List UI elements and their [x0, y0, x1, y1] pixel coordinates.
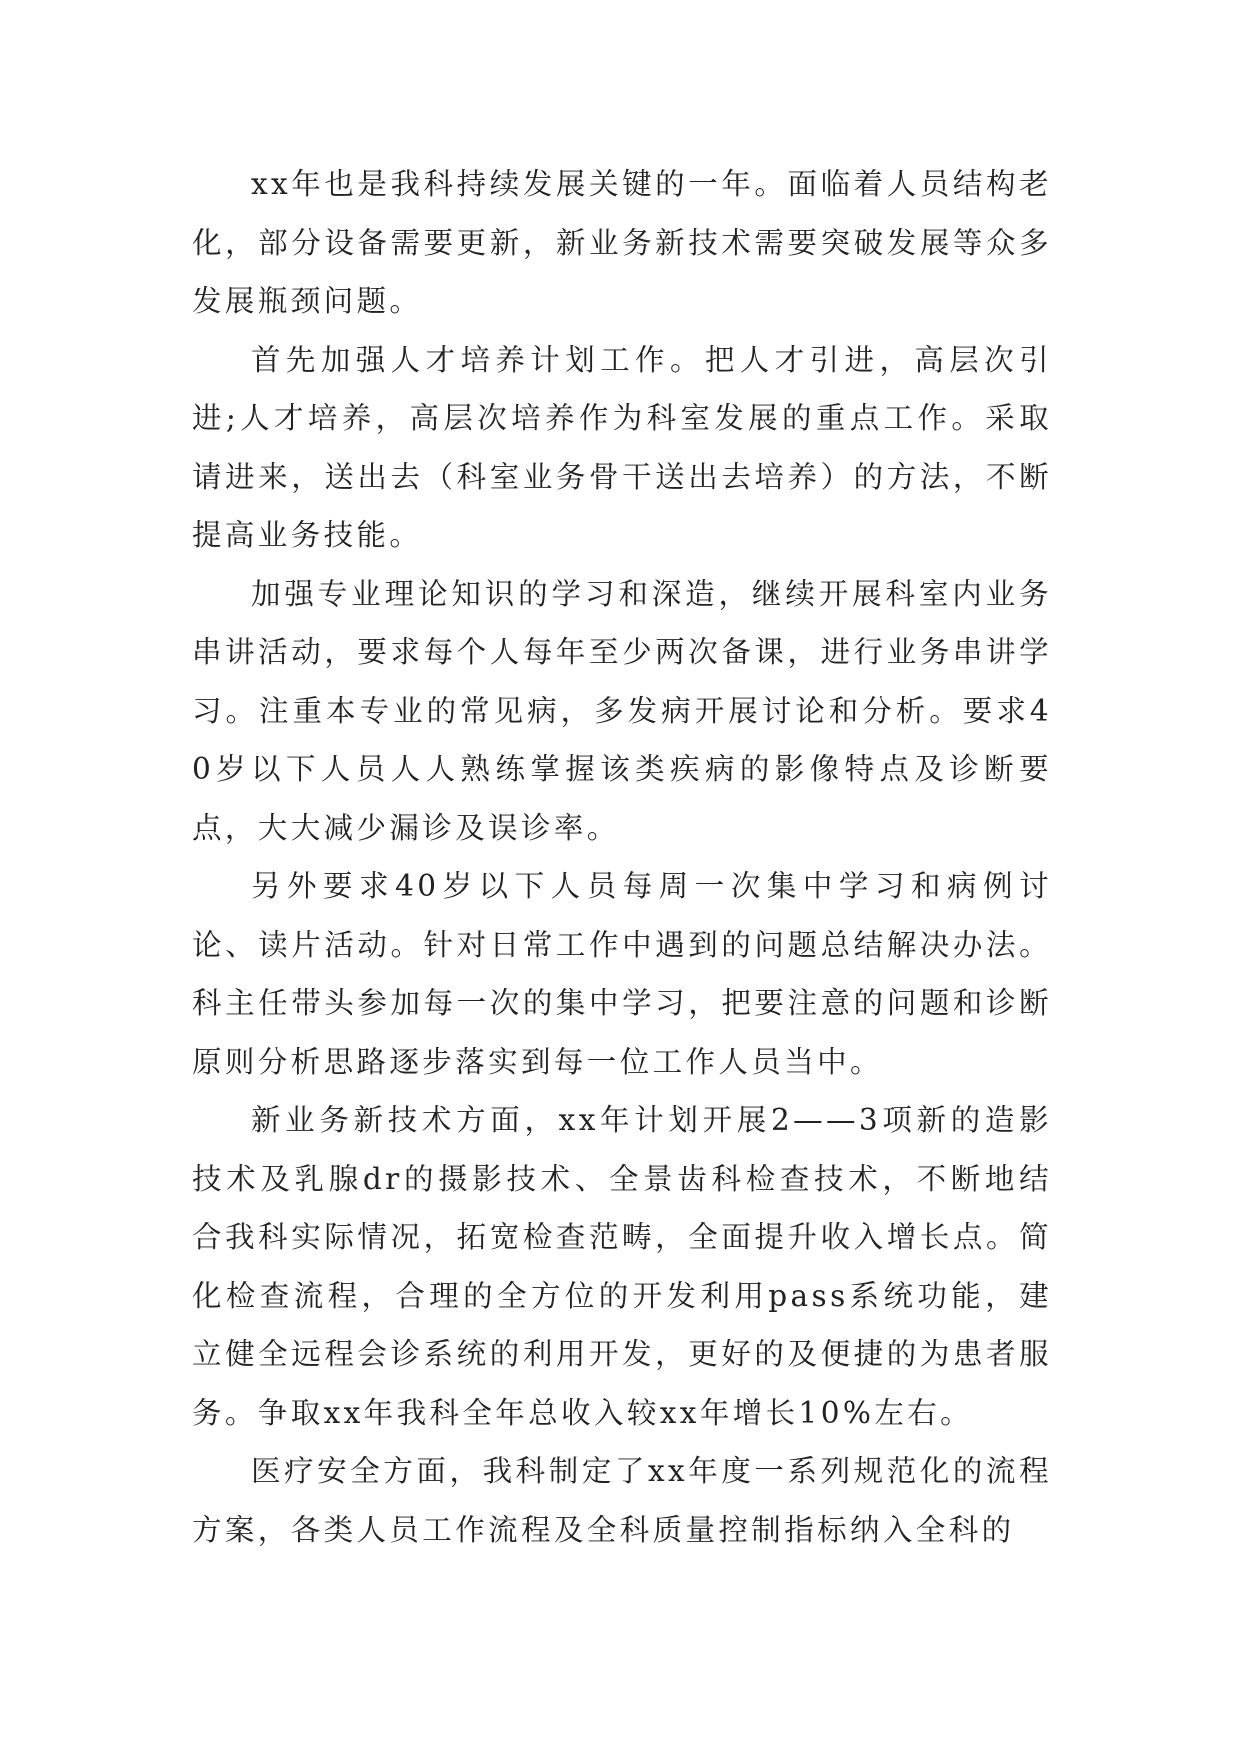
paragraph-4: 另外要求40岁以下人员每周一次集中学习和病例讨论、读片活动。针对日常工作中遇到的问题总结解决办法。科主任带头参加每一次的集中学习，把要注意的问题和诊断原则分析思路逐步落实到每一位工作人员当中。 — [192, 869, 1052, 1079]
document-body — [192, 155, 1052, 1559]
paragraph-5: 新业务新技术方面，xx年计划开展2——3项新的造影技术及乳腺dr的摄影技术、全景齿科检查技术，不断地结合我科实际情况，拓宽检查范畴，全面提升收入增长点。简化检查流程，合理的全方位的开发利用pass系统功能，建立健全远程会诊系统的利用开发，更好的及便捷的为患者服务。争取xx年我科全年总收入较xx年增长10%左右。 — [192, 1103, 1052, 1430]
paragraph-1: xx年也是我科持续发展关键的一年。面临着人员结构老化，部分设备需要更新，新业务新技术需要突破发展等众多发展瓶颈问题。 — [192, 167, 1052, 318]
paragraph-3: 加强专业理论知识的学习和深造，继续开展科室内业务串讲活动，要求每个人每年至少两次备课，进行业务串讲学习。注重本专业的常见病，多发病开展讨论和分析。要求40岁以下人员人人熟练掌握该类疾病的影像特点及诊断要点，大大减少漏诊及误诊率。 — [192, 576, 1052, 845]
paragraph-6: 医疗安全方面，我科制定了xx年度一系列规范化的流程方案，各类人员工作流程及全科质量控制指标纳入全科的 — [192, 1454, 1052, 1547]
paragraph-2: 首先加强人才培养计划工作。把人才引进，高层次引进;人才培养，高层次培养作为科室发展的重点工作。采取请进来，送出去（科室业务骨干送出去培养）的方法，不断提高业务技能。 — [192, 342, 1052, 552]
